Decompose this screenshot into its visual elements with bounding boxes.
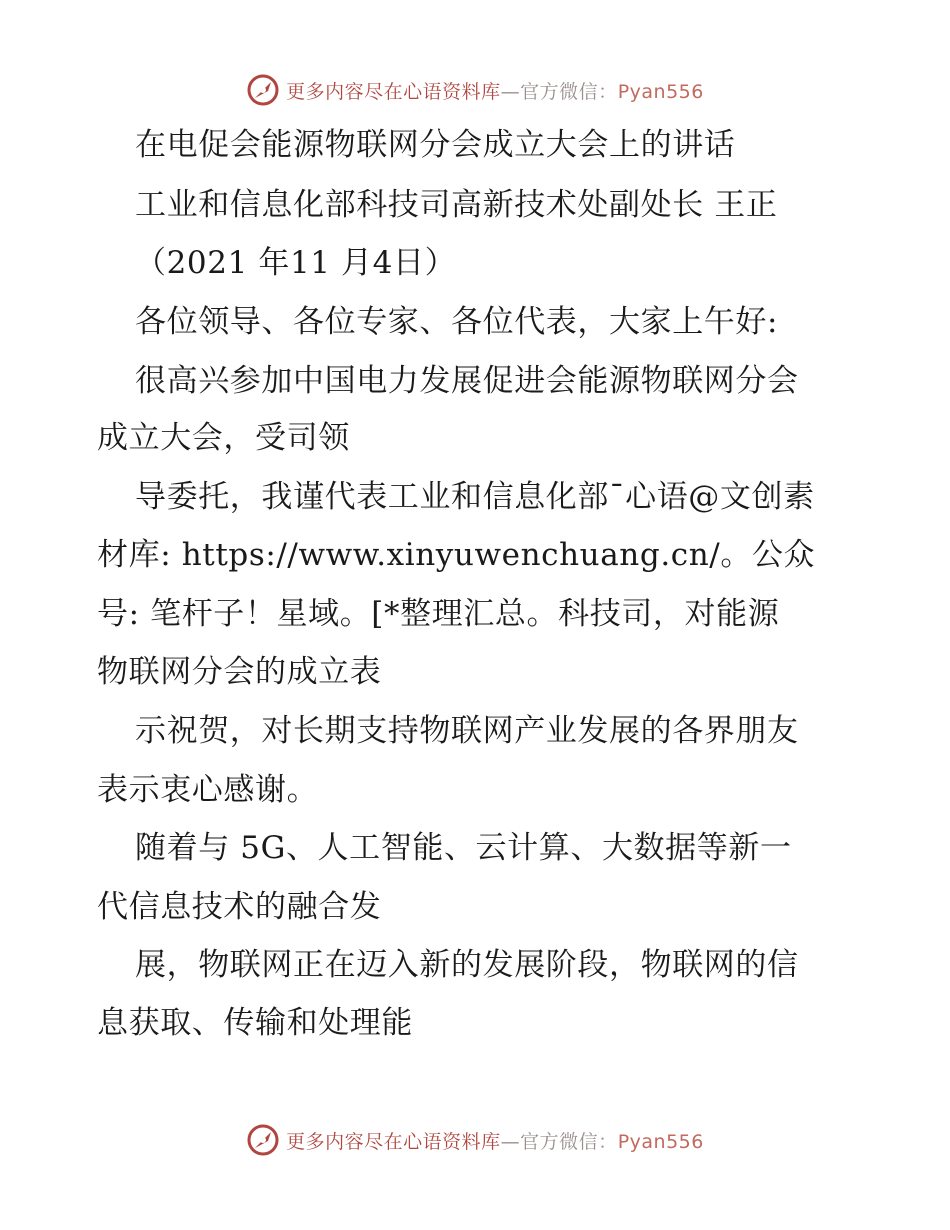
watermark-text: 更多内容尽在心语资料库—官方微信：Pyan556	[286, 1130, 704, 1153]
body-line: 材库: https://www.xinyuwenchuang.cn/。公众	[97, 537, 816, 573]
body-line: 示祝贺，对长期支持物联网产业发展的各界朋友	[135, 713, 799, 749]
body-line: 物联网分会的成立表	[97, 654, 382, 690]
body-line: 随着与 5G、人工智能、云计算、大数据等新一	[135, 830, 792, 866]
quill-logo-icon	[246, 73, 280, 107]
body-line: 号: 笔杆子！星域。[*整理汇总。科技司，对能源	[97, 596, 780, 632]
body-line: 展，物联网正在迈入新的发展阶段，物联网的信	[135, 947, 799, 983]
watermark-footer	[0, 1122, 950, 1158]
body-line: 表示衷心感谢。	[97, 772, 319, 808]
watermark-header	[0, 72, 950, 108]
watermark-text: 更多内容尽在心语资料库—官方微信：Pyan556	[286, 80, 704, 103]
body-line: 成立大会，受司领	[97, 420, 350, 456]
body-line: 导委托，我谨代表工业和信息化部¯心语@文创素	[135, 479, 815, 515]
speaker-line: 工业和信息化部科技司高新技术处副处长 王正	[135, 187, 778, 223]
body-line: 息获取、传输和处理能	[97, 1005, 413, 1041]
body-line: 各位领导、各位专家、各位代表，大家上午好:	[135, 304, 779, 340]
document-title: 在电促会能源物联网分会成立大会上的讲话	[135, 127, 736, 163]
body-line: 代信息技术的融合发	[97, 889, 382, 925]
body-line: 很高兴参加中国电力发展促进会能源物联网分会	[135, 363, 799, 399]
date-line: （2021 年11 月4日）	[135, 245, 457, 281]
quill-logo-icon	[246, 1123, 280, 1157]
